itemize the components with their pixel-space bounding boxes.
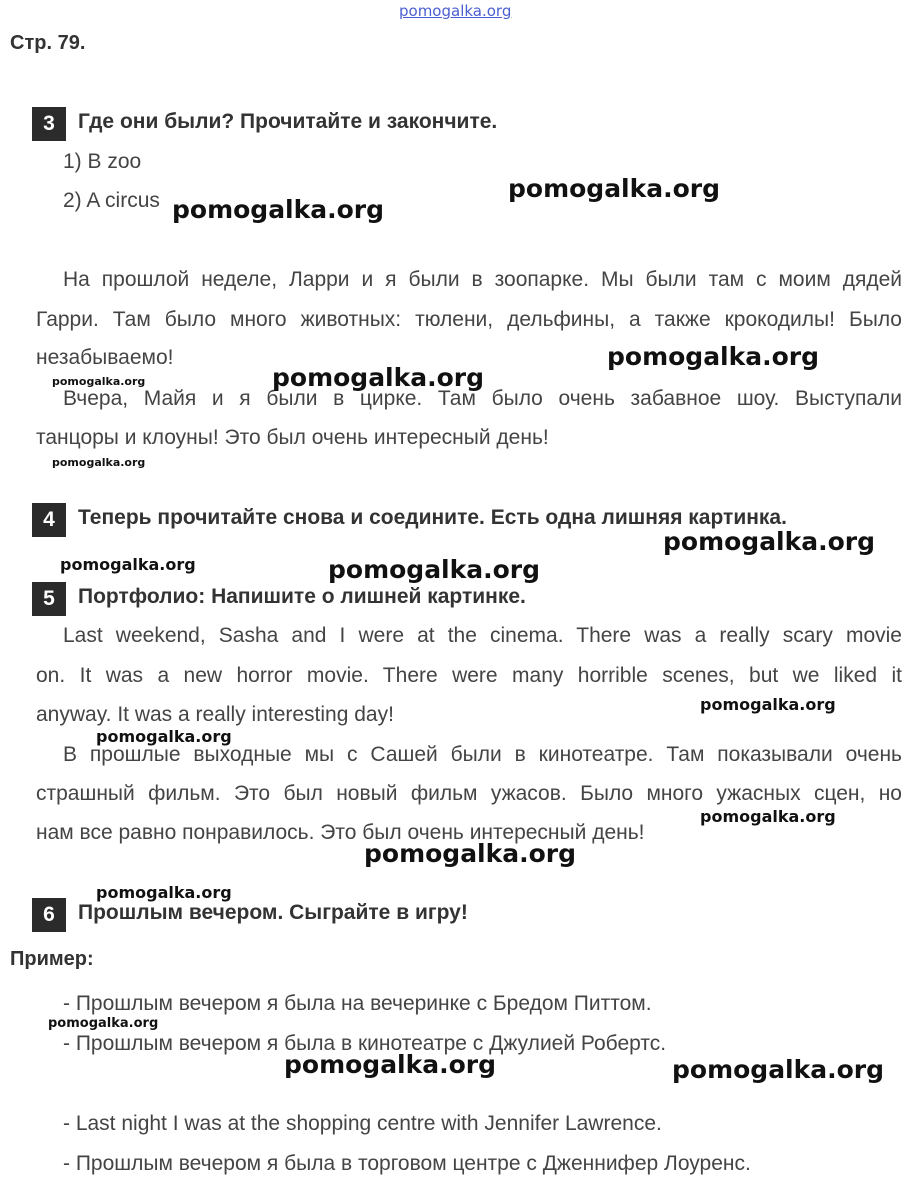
example-line-2: - Прошлым вечером я была в кинотеатре с Джулией Робертс. — [63, 1032, 667, 1055]
watermark: pomogalka.org — [700, 695, 836, 714]
watermark: pomogalka.org — [96, 727, 232, 746]
watermark: pomogalka.org — [328, 555, 541, 584]
exercise-6-title: Прошлым вечером. Сыграйте в игру! — [78, 901, 468, 924]
watermark: pomogalka.org — [700, 807, 836, 826]
exercise-5-number: 5 — [32, 582, 66, 616]
exercise-3-para-2-line-2: танцоры и клоуны! Это был очень интересный день! — [36, 426, 549, 449]
exercise-5-en-line-2: on. It was a new horror movie. There were many horrible scenes, but we liked it — [36, 664, 902, 687]
watermark: pomogalka.org — [96, 883, 232, 902]
watermark: pomogalka.org — [364, 839, 577, 868]
exercise-4-number: 4 — [32, 503, 66, 537]
exercise-3-answer-2: 2) A circus — [63, 189, 160, 212]
exercise-5-en-line-1: Last weekend, Sasha and I were at the cinema. There was a really scary movie — [63, 624, 902, 647]
watermark: pomogalka.org — [672, 1055, 885, 1084]
exercise-6-number: 6 — [32, 898, 66, 932]
top-watermark-link[interactable]: pomogalka.org — [399, 2, 512, 20]
watermark: pomogalka.org — [52, 456, 146, 469]
exercise-5-ru-line-2: страшный фильм. Это был новый фильм ужасов. Было много ужасных сцен, но — [36, 782, 902, 805]
watermark: pomogalka.org — [52, 375, 146, 388]
example-line-4: - Прошлым вечером я была в торговом центре с Дженнифер Лоуренс. — [63, 1152, 751, 1175]
exercise-3-para-1-line-2: Гарри. Там было много животных: тюлени, дельфины, а также крокодилы! Было — [36, 308, 902, 331]
exercise-5-ru-line-3: нам все равно понравилось. Это был очень интересный день! — [36, 821, 645, 844]
exercise-5-en-line-3: anyway. It was a really interesting day! — [36, 703, 394, 726]
example-line-3: - Last night I was at the shopping centre with Jennifer Lawrence. — [63, 1112, 662, 1135]
example-line-1: - Прошлым вечером я была на вечеринке с Бредом Питтом. — [63, 992, 652, 1015]
exercise-3-number: 3 — [32, 107, 66, 141]
watermark: pomogalka.org — [48, 1016, 159, 1031]
watermark: pomogalka.org — [60, 555, 196, 574]
exercise-4-title: Теперь прочитайте снова и соедините. Есть одна лишняя картинка. — [78, 506, 787, 529]
exercise-3-para-1-line-1: На прошлой неделе, Ларри и я были в зоопарке. Мы были там с моим дядей — [63, 268, 902, 291]
example-label: Пример: — [10, 948, 94, 970]
exercise-5-ru-line-1: В прошлые выходные мы с Сашей были в кинотеатре. Там показывали очень — [63, 743, 902, 766]
exercise-5-title: Портфолио: Напишите о лишней картинке. — [78, 585, 526, 608]
watermark: pomogalka.org — [172, 195, 385, 224]
page-number: Стр. 79. — [10, 32, 86, 54]
watermark: pomogalka.org — [508, 174, 721, 203]
watermark: pomogalka.org — [663, 527, 876, 556]
exercise-3-para-2-line-1: Вчера, Майя и я были в цирке. Там было очень забавное шоу. Выступали — [63, 387, 902, 410]
watermark: pomogalka.org — [272, 363, 485, 392]
watermark: pomogalka.org — [284, 1050, 497, 1079]
watermark: pomogalka.org — [607, 342, 820, 371]
exercise-3-para-1-line-3: незабываемо! — [36, 346, 174, 369]
exercise-3-title: Где они были? Прочитайте и закончите. — [78, 110, 498, 133]
exercise-3-answer-1: 1) B zoo — [63, 150, 142, 173]
